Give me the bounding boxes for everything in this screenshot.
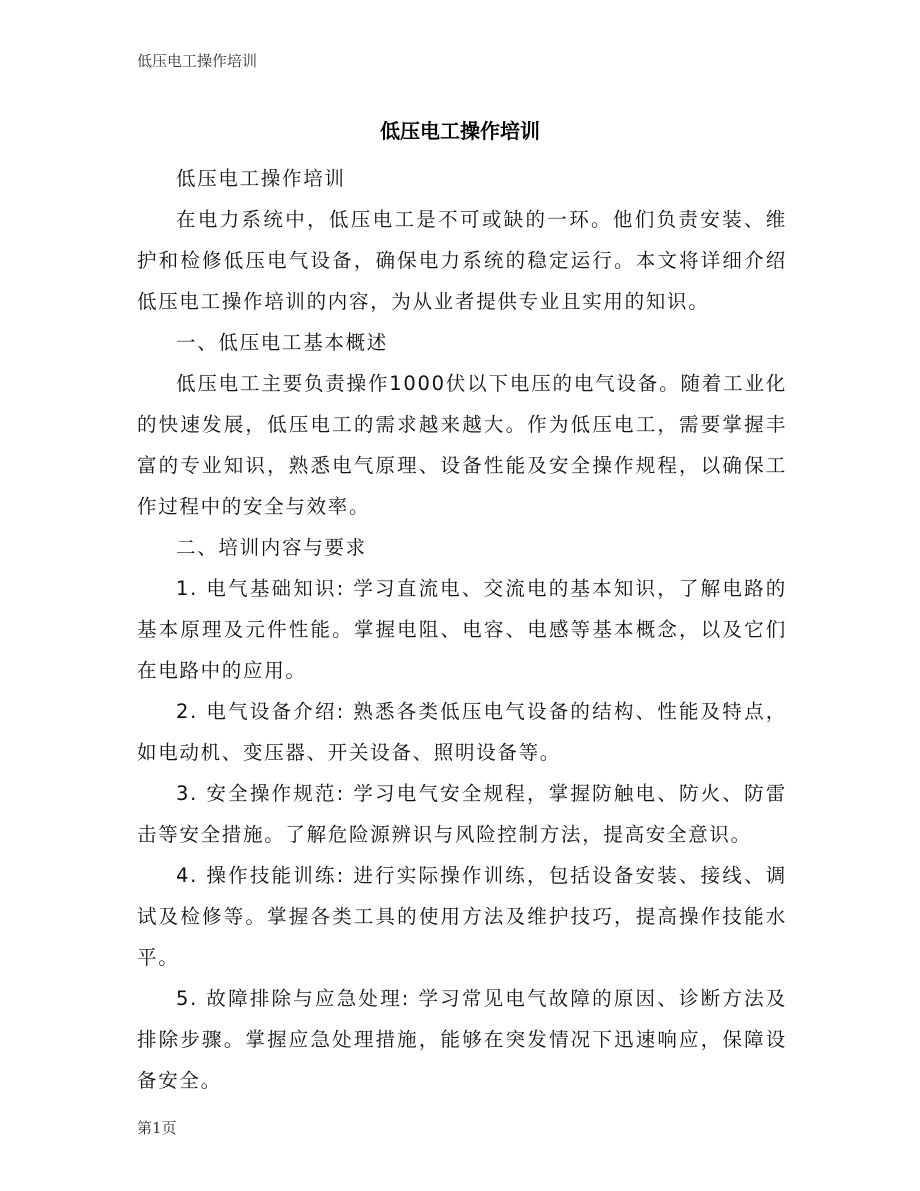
paragraph-intro: 在电力系统中，低压电工是不可或缺的一环。他们负责安装、维护和检修低压电气设备，确保电力系统的稳定运行。本文将详细介绍低压电工操作培训的内容，为从业者提供专业且实用的知识。 bbox=[137, 208, 787, 313]
list-item-equipment: 2. 电气设备介绍: 熟悉各类低压电气设备的结构、性能及特点，如电动机、变压器、开关设备、照明设备等。 bbox=[137, 700, 787, 764]
document-body bbox=[137, 158, 787, 1101]
section-heading-overview: 一、低压电工基本概述 bbox=[176, 331, 389, 354]
running-header: 低压电工操作培训 bbox=[137, 52, 258, 70]
page-number: 第1页 bbox=[137, 1119, 177, 1137]
paragraph-overview: 低压电工主要负责操作1000伏以下电压的电气设备。随着工业化的快速发展，低压电工的需求越来越大。作为低压电工，需要掌握丰富的专业知识，熟悉电气原理、设备性能及安全操作规程，以确保工作过程中的安全与效率。 bbox=[137, 372, 787, 518]
list-item-electrical-basics: 1. 电气基础知识: 学习直流电、交流电的基本知识，了解电路的基本原理及元件性能。掌握电阻、电容、电感等基本概念，以及它们在电路中的应用。 bbox=[137, 577, 787, 682]
document-title: 低压电工操作培训 bbox=[380, 119, 540, 143]
section-heading-training: 二、培训内容与要求 bbox=[176, 536, 367, 559]
paragraph-subtitle: 低压电工操作培训 bbox=[176, 167, 346, 190]
list-item-safety: 3. 安全操作规范: 学习电气安全规程，掌握防触电、防火、防雷击等安全措施。了解危险源辨识与风险控制方法，提高安全意识。 bbox=[137, 782, 787, 846]
list-item-troubleshooting: 5. 故障排除与应急处理: 学习常见电气故障的原因、诊断方法及排除步骤。掌握应急处理措施，能够在突发情况下迅速响应，保障设备安全。 bbox=[137, 987, 787, 1092]
list-item-skills: 4. 操作技能训练: 进行实际操作训练，包括设备安装、接线、调试及检修等。掌握各类工具的使用方法及维护技巧，提高操作技能水平。 bbox=[137, 864, 787, 969]
